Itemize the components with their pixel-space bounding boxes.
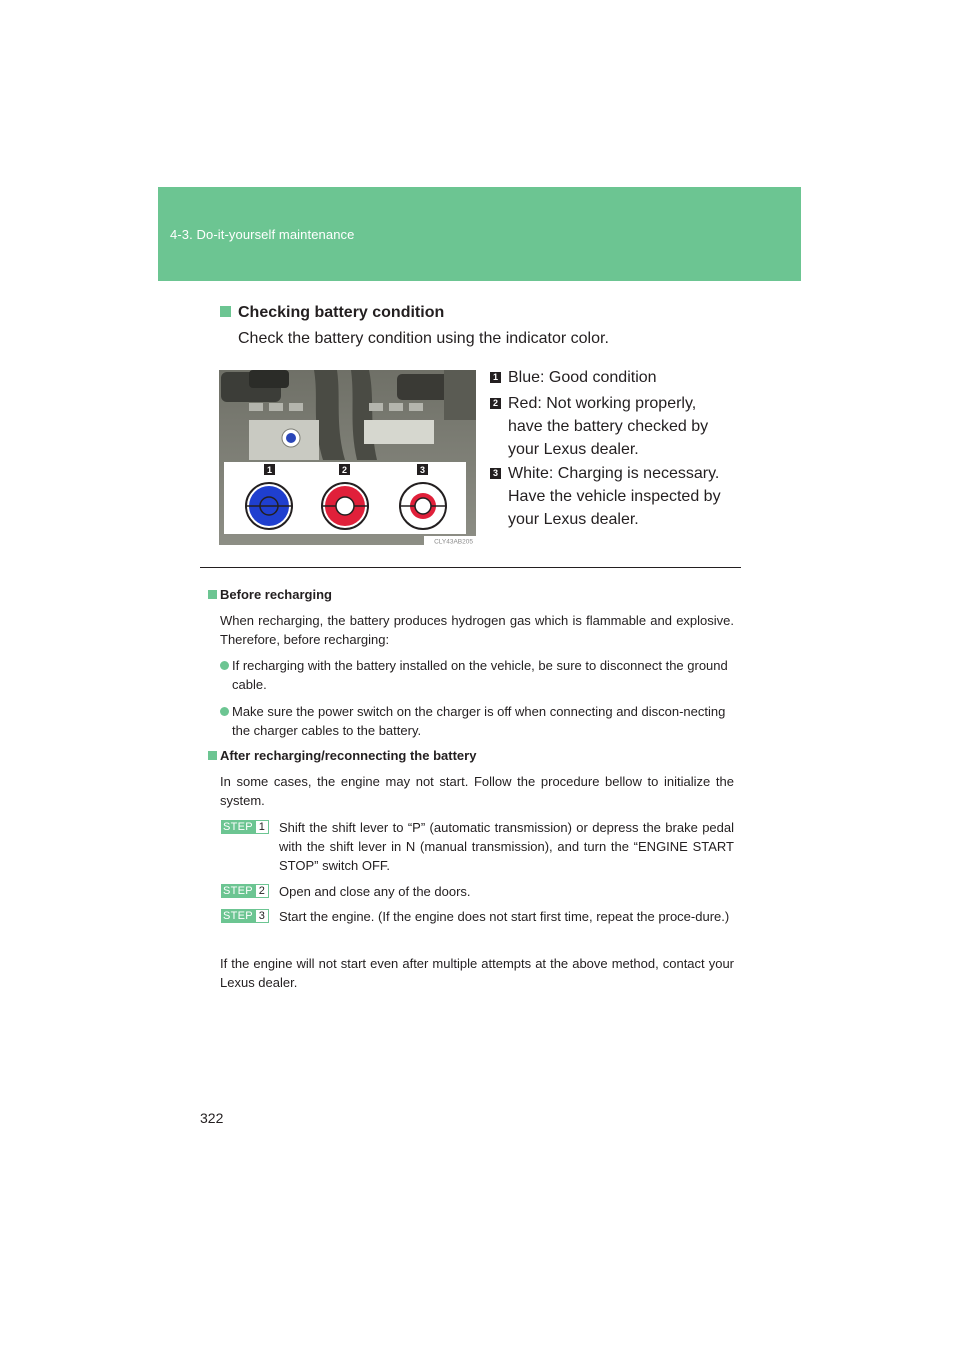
step-text: Start the engine. (If the engine does not start first time, repeat the proce-dure.) [279,909,730,924]
bullet-text: If recharging with the battery installed on the vehicle, be sure to disconnect the ground cable. [232,658,728,692]
square-bullet-icon [220,306,231,317]
section-header-band [158,187,801,281]
indicator-white [400,483,446,529]
legend-2-line-3: your Lexus dealer. [508,441,639,458]
legend-2-line-1: Red: Not working properly, [508,395,697,412]
step-badge: STEP 3 [221,909,269,923]
circle-bullet-icon [220,707,229,716]
battery-indicator-figure [219,370,476,545]
legend-number-1: 1 [490,372,501,383]
checking-battery-title: Checking battery condition [238,304,445,321]
legend-3-line-3: your Lexus dealer. [508,511,639,528]
legend-number-3: 3 [490,468,501,479]
before-recharging-heading [208,587,332,602]
legend-number-2: 2 [490,398,501,409]
svg-text:1: 1 [266,465,273,475]
checking-battery-intro: Check the battery condition using the indicator color. [238,330,609,347]
battery-illustration [219,370,476,545]
svg-text:2: 2 [341,465,348,475]
after-recharging-title: After recharging/reconnecting the battery [220,748,477,763]
svg-text:3: 3 [419,465,426,475]
after-recharging-heading [208,748,476,763]
legend-3-line-2: Have the vehicle inspected by [508,488,721,505]
bullet-text: Make sure the power switch on the charger is off when connecting and discon-necting the charger cables to the battery. [232,704,726,738]
checking-battery-heading [220,304,444,322]
step-badge: STEP 2 [221,884,269,898]
legend-2-line-2: have the battery checked by [508,418,709,435]
page-number: 322 [200,1110,224,1126]
section-divider [200,567,741,568]
circle-bullet-icon [220,661,229,670]
step-text: Shift the shift lever to “P” (automatic transmission) or depress the brake pedal with the shift lever in N (manual transmission), and turn the “ENGINE START STOP” switch OFF. [279,820,734,873]
square-bullet-icon [208,590,217,599]
legend-1-line-1: Blue: Good condition [508,369,657,386]
square-bullet-icon [208,751,217,760]
step-text: Open and close any of the doors. [279,884,471,899]
after-recharging-paragraph: In some cases, the engine may not start. Follow the procedure bellow to initialize the system. [220,774,734,808]
section-header-title: 4-3. Do-it-yourself maintenance [170,227,355,242]
before-recharging-paragraph: When recharging, the battery produces hydrogen gas which is flammable and explosive. Therefore, before recharging: [220,613,734,647]
indicator-blue [246,483,292,529]
figure-code: CLY43AB205 [434,538,473,545]
indicator-red [322,483,368,529]
before-recharging-title: Before recharging [220,587,332,602]
closing-paragraph: If the engine will not start even after multiple attempts at the above method, contact your Lexus dealer. [220,956,734,990]
step-badge: STEP 1 [221,820,269,834]
legend-3-line-1: White: Charging is necessary. [508,465,720,482]
